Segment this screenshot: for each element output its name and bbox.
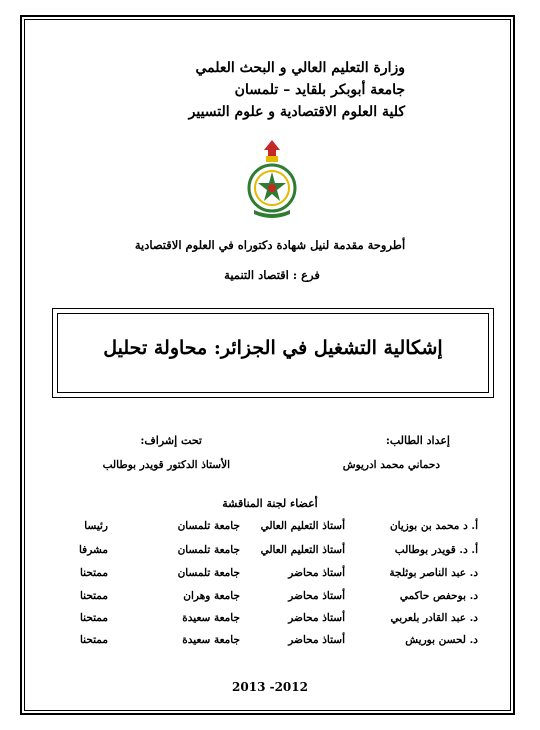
member-rank: أستاذ محاضر <box>288 612 345 624</box>
member-rank: أستاذ التعليم العالي <box>260 520 345 532</box>
member-name: د. عبد الناصر بوثلجة <box>389 567 478 579</box>
member-name: د. بوحفص حاكمي <box>399 590 478 602</box>
member-role: ممتحنا <box>79 634 108 646</box>
member-role: رئيسا <box>84 520 108 532</box>
member-rank: أستاذ محاضر <box>288 634 345 646</box>
member-name: د. عبد القادر بلعربي <box>390 612 478 624</box>
thesis-description: أطروحة مقدمة لنيل شهادة دكتوراه في العلوم الاقتصادية <box>134 238 406 252</box>
member-university: جامعة تلمسان <box>177 520 240 532</box>
supervisor-name: الأستاذ الدكتور قويدر بوطالب <box>102 459 230 471</box>
member-role: ممتحنا <box>79 590 108 602</box>
faculty-name: كلية العلوم الاقتصادية و علوم التسيير <box>188 104 405 120</box>
committee-heading: أعضاء لجنة المناقشة <box>222 497 318 510</box>
thesis-title: إشكالية التشغيل في الجزائر: محاولة تحليل <box>103 337 443 359</box>
student-name: دحماني محمد ادريوش <box>342 459 440 471</box>
thesis-branch: فرع : اقتصاد التنمية <box>224 268 320 282</box>
member-role: مشرفا <box>78 544 108 556</box>
member-name: د. لحسن بوريش <box>405 634 478 646</box>
university-name: جامعة أبوبكر بلقايد – تلمسان <box>234 82 405 98</box>
member-university: جامعة تلمسان <box>177 567 240 579</box>
member-university: جامعة وهران <box>183 590 240 602</box>
student-label: إعداد الطالب: <box>385 434 450 447</box>
member-name: أ. د. قويدر بوطالب <box>394 544 478 556</box>
member-name: أ. د محمد بن بوزيان <box>389 520 478 532</box>
member-rank: أستاذ محاضر <box>288 590 345 602</box>
member-role: ممتحنا <box>79 567 108 579</box>
member-rank: أستاذ محاضر <box>288 567 345 579</box>
supervisor-label: تحت إشراف: <box>140 434 202 447</box>
member-role: ممتحنا <box>79 612 108 624</box>
member-university: جامعة سعيدة <box>182 612 240 624</box>
ministry-name: وزارة التعليم العالي و البحث العلمي <box>195 60 405 76</box>
member-rank: أستاذ التعليم العالي <box>260 544 345 556</box>
member-university: جامعة تلمسان <box>177 544 240 556</box>
academic-year: 2013 -2012 <box>232 680 308 694</box>
member-university: جامعة سعيدة <box>182 634 240 646</box>
university-seal-icon <box>246 138 298 220</box>
